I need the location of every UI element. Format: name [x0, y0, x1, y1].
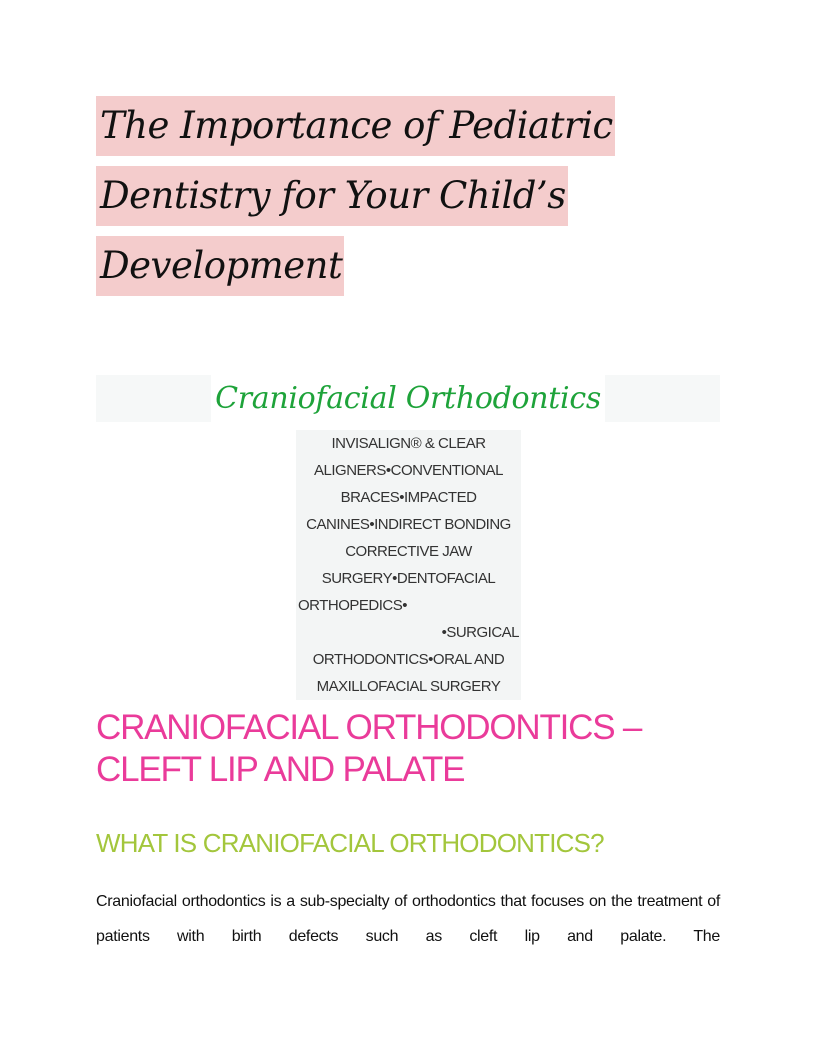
- title-line: [96, 166, 720, 236]
- main-heading: CRANIOFACIAL ORTHODONTICS – CLEFT LIP AND PALATE: [96, 708, 642, 789]
- craniofacial-banner-text: Craniofacial Orthodontics: [211, 375, 605, 422]
- title-line: [96, 96, 720, 166]
- title-line-text: Development: [96, 236, 344, 296]
- services-line: •SURGICAL: [441, 624, 519, 641]
- services-line: ORTHODONTICS•ORAL AND: [312, 651, 505, 668]
- craniofacial-banner: [96, 375, 720, 422]
- services-line: SURGERY•DENTOFACIAL: [321, 570, 496, 587]
- title-line-text: Dentistry for Your Child’s: [96, 166, 568, 226]
- services-line: BRACES•IMPACTED: [340, 489, 477, 506]
- title-line-text: The Importance of Pediatric: [96, 96, 615, 156]
- page-title: [96, 96, 720, 306]
- services-line: CORRECTIVE JAW: [345, 543, 472, 560]
- services-line: ORTHOPEDICS•: [298, 597, 407, 614]
- title-line: [96, 236, 720, 306]
- body-paragraph: Craniofacial orthodontics is a sub-specialty of orthodontics that focuses on the treatment of patients with birth defects such as cleft lip and palate. The: [96, 893, 720, 945]
- services-line: MAXILLOFACIAL SURGERY: [316, 678, 501, 695]
- services-line: INVISALIGN® & CLEAR: [331, 435, 486, 452]
- services-line: CANINES•INDIRECT BONDING: [306, 516, 511, 533]
- sub-heading: WHAT IS CRANIOFACIAL ORTHODONTICS?: [96, 828, 604, 858]
- services-line: ALIGNERS•CONVENTIONAL: [314, 462, 503, 479]
- services-list: [296, 430, 521, 700]
